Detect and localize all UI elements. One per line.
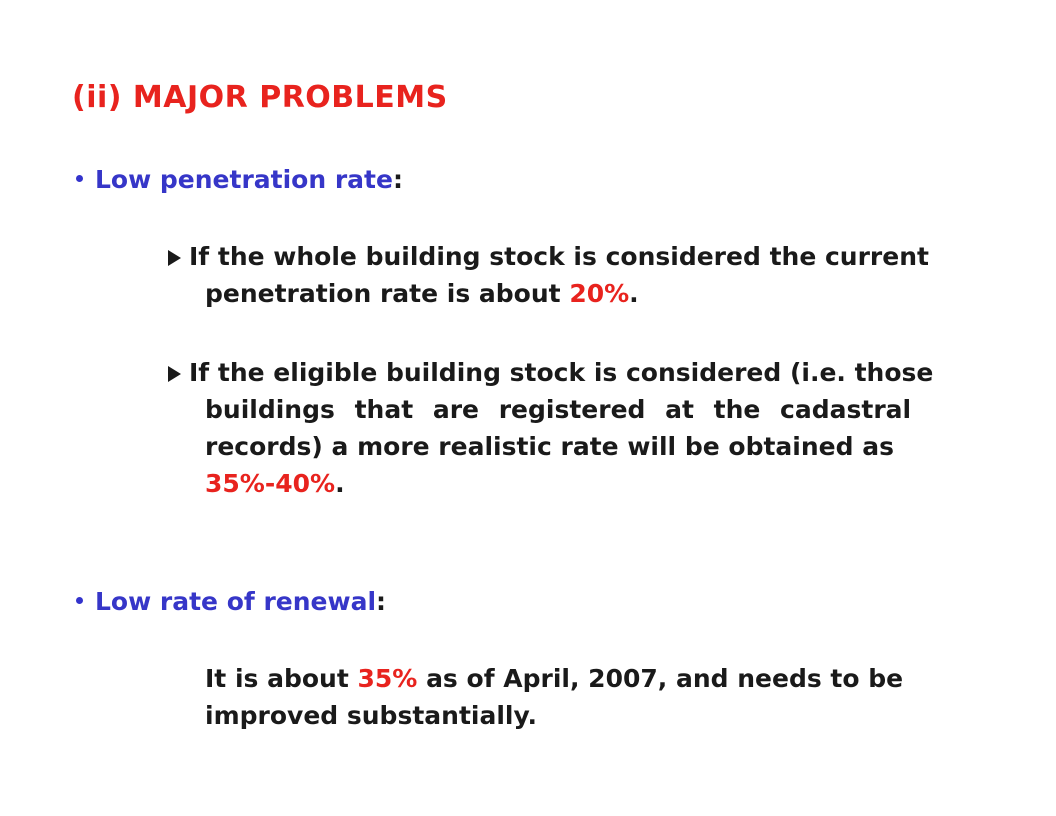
point2-line3: records) a more realistic rate will be obtained as	[205, 432, 894, 461]
section2-line1	[205, 664, 903, 693]
bullet-dot-icon	[76, 597, 83, 604]
section1-colon: :	[392, 165, 403, 194]
page-title: (ii) MAJOR PROBLEMS	[72, 80, 448, 115]
point-whole-stock	[168, 238, 929, 312]
point1-line2-end: .	[629, 279, 639, 308]
renewal-text	[205, 660, 903, 734]
section2-line2: improved substantially.	[205, 701, 537, 730]
point2-line2: buildings that are registered at the cadastral	[205, 395, 912, 424]
section2-colon: :	[376, 587, 387, 616]
point1-line1: If the whole building stock is considered the current	[189, 242, 929, 271]
section2-line1-pre: It is about	[205, 664, 358, 693]
point2-line1: If the eligible building stock is considered (i.e. those	[189, 358, 934, 387]
arrow-bullet-icon	[168, 366, 181, 382]
section1-heading: Low penetration rate	[95, 165, 393, 194]
point1-line2-text: penetration rate is about	[205, 279, 570, 308]
point1-line2	[168, 275, 929, 312]
arrow-bullet-icon	[168, 250, 181, 266]
section2-heading: Low rate of renewal	[95, 587, 377, 616]
section2-line1-post: as of April, 2007, and needs to be	[417, 664, 904, 693]
point-eligible-stock	[168, 354, 933, 502]
bullet-low-renewal	[76, 587, 386, 616]
bullet-dot-icon	[76, 175, 83, 182]
point2-line4	[168, 465, 933, 502]
point2-value: 35%-40%	[205, 469, 336, 498]
point2-line4-end: .	[335, 469, 345, 498]
bullet-low-penetration	[76, 165, 403, 194]
point1-value: 20%	[569, 279, 630, 308]
section2-value: 35%	[357, 664, 418, 693]
